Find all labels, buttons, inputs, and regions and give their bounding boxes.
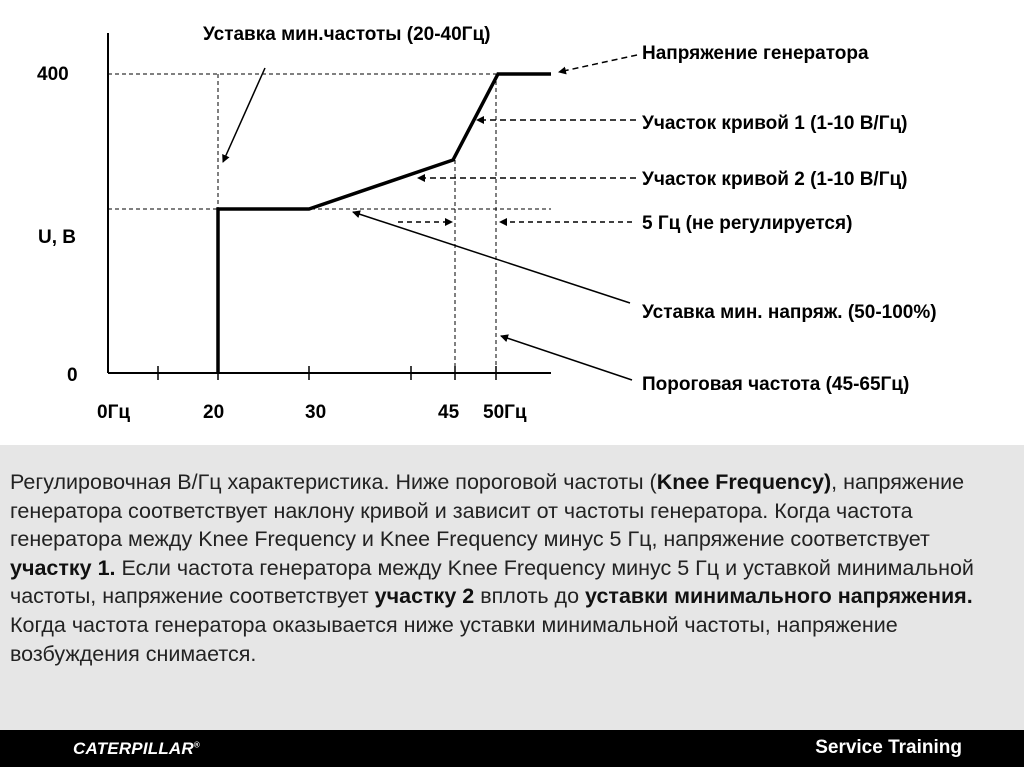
- label-curve-segment-1: Участок кривой 1 (1-10 В/Гц): [642, 113, 908, 134]
- label-knee-frequency: Пороговая частота (45-65Гц): [642, 374, 910, 395]
- caterpillar-logo: [73, 739, 200, 759]
- x-tick-label-45: 45: [438, 402, 460, 423]
- x-tick-label-30: 30: [305, 402, 327, 423]
- caption-panel: [0, 445, 1024, 730]
- caption-text-4: вплоть до: [474, 584, 586, 609]
- y-axis-name: U, В: [38, 227, 76, 248]
- vhz-curve: [218, 74, 551, 373]
- label-5hz-fixed: 5 Гц (не регулируется): [642, 213, 853, 234]
- label-generator-voltage: Напряжение генератора: [642, 43, 869, 64]
- caption-text-1: Регулировочная В/Гц характеристика. Ниже пороговой частоты (: [10, 470, 657, 494]
- footer-bar: [0, 730, 1024, 767]
- y-zero-label: 0: [67, 365, 78, 386]
- caption-text-2: , напряжение генератора соответствует наклону кривой и зависит от частоты генератора. Когда частота генератора между Knee Frequency и Knee Frequency минус 5 Гц, напряжение соответствует: [10, 470, 965, 552]
- caption-bold-min-voltage: уставки минимального напряжения.: [585, 584, 973, 609]
- y-top-label: 400: [37, 64, 69, 85]
- service-training-label: Service Training: [815, 737, 962, 758]
- registered-mark: ®: [193, 740, 200, 750]
- arrow-gen-voltage: [559, 55, 637, 72]
- caption-text-3: Если частота генератора между Knee Frequency минус 5 Гц и уставкой минимальной частоты, напряжение соответствует: [10, 555, 974, 609]
- caption-text-5: Когда частота генератора оказывается ниже уставки минимальной частоты, напряжение возбуждения снимается.: [10, 612, 898, 666]
- caption-bold-segment-2: участку 2: [374, 584, 475, 609]
- label-curve-segment-2: Участок кривой 2 (1-10 В/Гц): [642, 169, 908, 190]
- annotation-arrows: [223, 55, 637, 380]
- caterpillar-logo-text: CATERPILLAR: [73, 739, 194, 758]
- caption-bold-knee: Knee Frequency): [656, 470, 832, 494]
- x-tick-label-0: 0Гц: [97, 402, 131, 423]
- x-tick-label-20: 20: [203, 402, 225, 423]
- x-tick-label-50: 50Гц: [483, 402, 527, 423]
- guide-lines: [108, 74, 551, 373]
- arrow-min-freq: [223, 68, 265, 162]
- caption-bold-segment-1: участку 1.: [10, 555, 116, 580]
- label-min-voltage-setpoint: Уставка мин. напряж. (50-100%): [642, 302, 937, 323]
- min-freq-setpoint-label: Уставка мин.частоты (20-40Гц): [203, 24, 491, 45]
- arrow-min-voltage: [353, 212, 630, 303]
